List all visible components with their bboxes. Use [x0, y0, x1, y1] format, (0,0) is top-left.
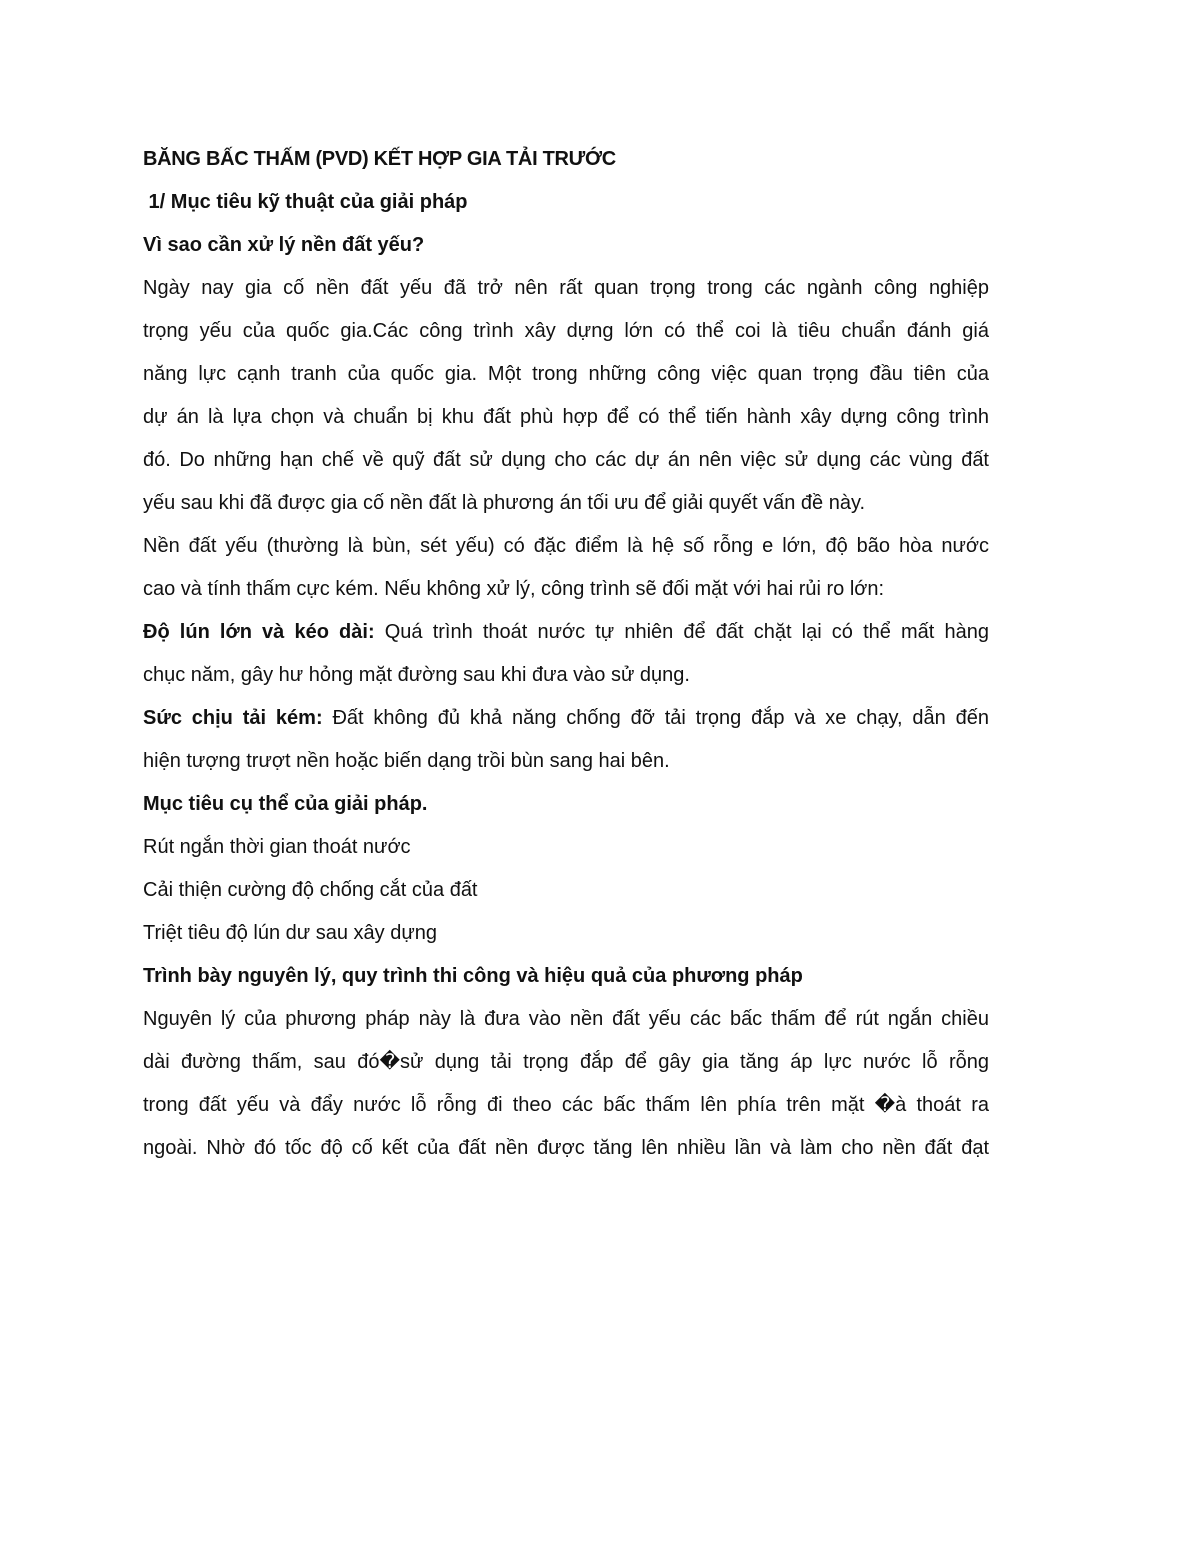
paragraph-line: Nguyên lý của phương pháp này là đưa vào nền đất yếu các bấc thấm để rút ngắn chiều — [143, 1008, 989, 1030]
risk-text: Đất không đủ khả năng chống đỡ tải trọng đắp và xe chạy, dẫn đến — [322, 707, 989, 729]
list-item: Rút ngắn thời gian thoát nước — [143, 836, 411, 858]
risk-text: Quá trình thoát nước tự nhiên để đất chặt lại có thể mất hàng — [374, 621, 989, 643]
objectives-list — [143, 826, 989, 955]
paragraph-intro — [143, 267, 989, 525]
paragraph-line: Ngày nay gia cố nền đất yếu đã trở nên rất quan trọng trong các ngành công nghiệp — [143, 277, 989, 299]
section-heading-objectives: 1/ Mục tiêu kỹ thuật của giải pháp — [143, 191, 468, 213]
paragraph-line: đó. Do những hạn chế về quỹ đất sử dụng cho các dự án nên việc sử dụng các vùng đất — [143, 449, 989, 471]
document-body — [143, 138, 989, 1170]
paragraph-soft-soil — [143, 525, 989, 611]
paragraph-line: năng lực cạnh tranh của quốc gia. Một trong những công việc quan trọng đầu tiên của — [143, 363, 989, 385]
paragraph-principle — [143, 998, 989, 1170]
paragraph-line — [143, 611, 989, 654]
paragraph-line: chục năm, gây hư hỏng mặt đường sau khi đưa vào sử dụng. — [143, 664, 690, 686]
risk-settlement — [143, 611, 989, 697]
paragraph-line: dài đường thấm, sau đó�sử dụng tải trọng đắp để gây gia tăng áp lực nước lỗ rỗng — [143, 1051, 989, 1073]
paragraph-line: yếu sau khi đã được gia cố nền đất là phương án tối ưu để giải quyết vấn đề này. — [143, 492, 866, 514]
list-item: Cải thiện cường độ chống cắt của đất — [143, 879, 478, 901]
question-heading: Vì sao cần xử lý nền đất yếu? — [143, 234, 425, 256]
document-title: BĂNG BẤC THẤM (PVD) KẾT HỢP GIA TẢI TRƯỚC — [143, 148, 616, 170]
paragraph-line: dự án là lựa chọn và chuẩn bị khu đất phù hợp để có thể tiến hành xây dựng công trình — [143, 406, 989, 428]
risk-label: Sức chịu tải kém: — [143, 707, 323, 729]
paragraph-line: trọng yếu của quốc gia.Các công trình xây dựng lớn có thể coi là tiêu chuẩn đánh giá — [143, 320, 989, 342]
paragraph-line: cao và tính thấm cực kém. Nếu không xử lý, công trình sẽ đối mặt với hai rủi ro lớn: — [143, 578, 885, 600]
risk-bearing-capacity — [143, 697, 989, 783]
paragraph-line: trong đất yếu và đẩy nước lỗ rỗng đi theo các bấc thấm lên phía trên mặt �à thoát ra — [143, 1094, 989, 1116]
principle-heading: Trình bày nguyên lý, quy trình thi công và hiệu quả của phương pháp — [143, 965, 803, 987]
paragraph-line: hiện tượng trượt nền hoặc biến dạng trồi bùn sang hai bên. — [143, 750, 670, 772]
list-item: Triệt tiêu độ lún dư sau xây dựng — [143, 922, 437, 944]
paragraph-line: Nền đất yếu (thường là bùn, sét yếu) có đặc điểm là hệ số rỗng e lớn, độ bão hòa nước — [143, 535, 989, 557]
paragraph-line — [143, 697, 989, 740]
objectives-heading: Mục tiêu cụ thể của giải pháp. — [143, 793, 428, 815]
risk-label: Độ lún lớn và kéo dài: — [143, 621, 375, 643]
paragraph-line: ngoài. Nhờ đó tốc độ cố kết của đất nền được tăng lên nhiều lần và làm cho nền đất đạt — [143, 1137, 989, 1159]
